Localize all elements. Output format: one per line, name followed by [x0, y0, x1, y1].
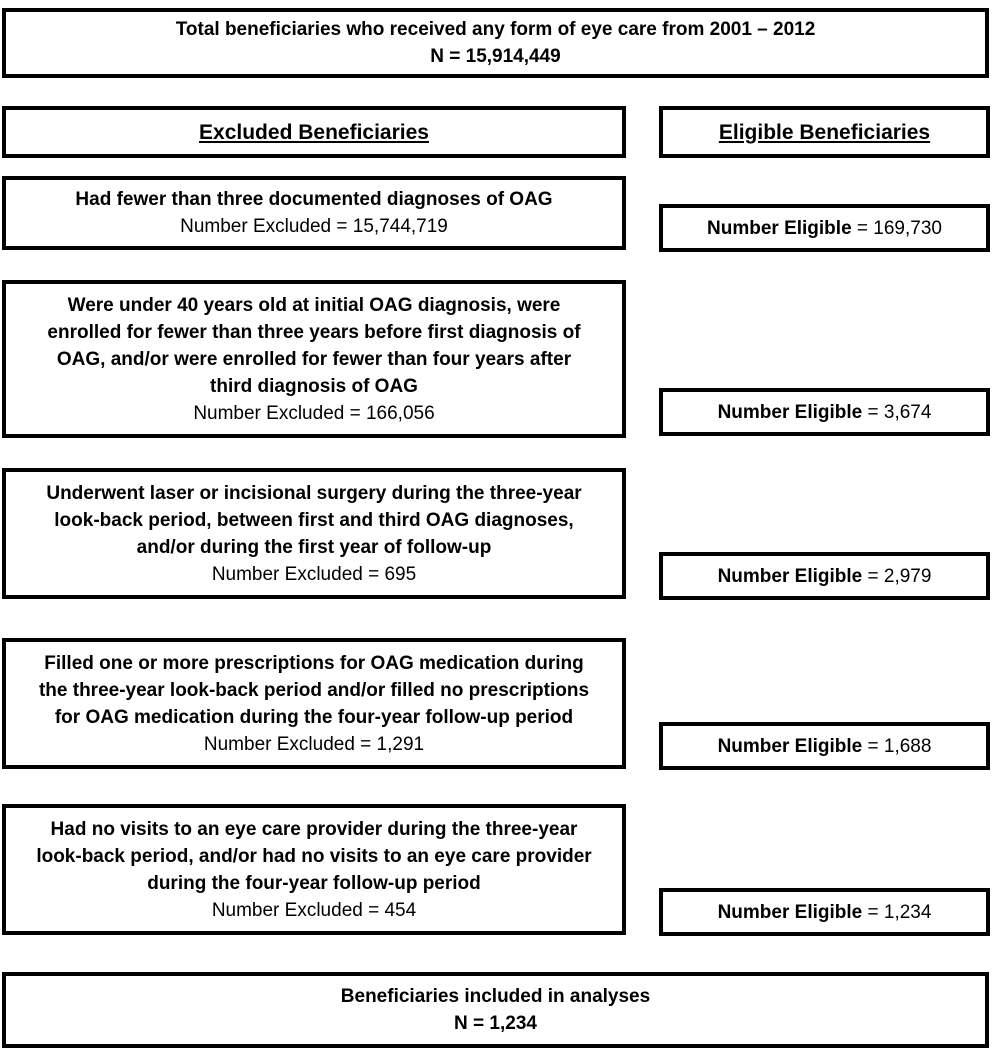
- included-beneficiaries-title: Beneficiaries included in analyses: [340, 986, 651, 1007]
- exclusion-criteria-2-line-3: OAG, and/or were enrolled for fewer than four years after: [56, 348, 572, 370]
- exclusion-count-4: Number Excluded = 1,291: [203, 733, 425, 755]
- eligible-box-3: [659, 552, 990, 600]
- exclusion-criteria-5-line-3: during the four-year follow-up period: [147, 872, 481, 894]
- exclusion-criteria-4-line-1: Filled one or more prescriptions for OAG medication during: [44, 652, 584, 674]
- exclusion-criteria-2-line-1: Were under 40 years old at initial OAG diagnosis, were: [67, 294, 561, 316]
- eligible-label-5: Number Eligible: [717, 901, 863, 923]
- eligible-count-1: = 169,730: [851, 217, 942, 239]
- exclusion-criteria-3-line-3: and/or during the first year of follow-up: [136, 536, 492, 558]
- exclusion-box-3: [2, 468, 626, 599]
- eligible-label-2: Number Eligible: [717, 401, 863, 423]
- exclusion-criteria-2-line-2: enrolled for fewer than three years before first diagnosis of: [47, 321, 581, 343]
- total-beneficiaries-count: N = 15,914,449: [430, 46, 561, 67]
- eligible-box-5: [659, 888, 990, 936]
- eligible-box-4: [659, 722, 990, 770]
- excluded-header-box: [2, 106, 626, 158]
- exclusion-count-5: Number Excluded = 454: [211, 899, 417, 921]
- exclusion-count-2: Number Excluded = 166,056: [193, 402, 435, 424]
- eligible-count-4: = 1,688: [862, 735, 932, 757]
- eligible-label-1: Number Eligible: [707, 217, 852, 239]
- exclusion-box-1: [2, 176, 626, 250]
- exclusion-criteria-2-line-4: third diagnosis of OAG: [210, 375, 418, 397]
- eligible-header-box: [659, 106, 990, 158]
- eligible-label-3: Number Eligible: [717, 565, 863, 587]
- eligible-header: Eligible Beneficiaries: [718, 120, 931, 144]
- exclusion-criteria-1-line-1: Had fewer than three documented diagnoses of OAG: [75, 189, 553, 210]
- included-beneficiaries-count: N = 1,234: [454, 1013, 537, 1034]
- eligible-count-5: = 1,234: [862, 901, 932, 923]
- exclusion-count-1: Number Excluded = 15,744,719: [180, 216, 448, 237]
- exclusion-criteria-4-line-2: the three-year look-back period and/or filled no prescriptions: [38, 679, 590, 701]
- eligible-label-4: Number Eligible: [717, 735, 863, 757]
- eligible-count-2: = 3,674: [862, 401, 932, 423]
- exclusion-count-3: Number Excluded = 695: [211, 563, 417, 585]
- eligible-box-2: [659, 388, 990, 436]
- exclusion-criteria-5-line-2: look-back period, and/or had no visits to an eye care provider: [36, 845, 592, 867]
- included-beneficiaries-box: [2, 972, 989, 1048]
- exclusion-criteria-5-line-1: Had no visits to an eye care provider during the three-year: [50, 818, 578, 840]
- exclusion-box-2: [2, 280, 626, 438]
- excluded-header: Excluded Beneficiaries: [199, 120, 429, 144]
- exclusion-criteria-4-line-3: for OAG medication during the four-year follow-up period: [54, 706, 574, 728]
- total-beneficiaries-title: Total beneficiaries who received any form of eye care from 2001 – 2012: [175, 19, 816, 40]
- exclusion-criteria-3-line-2: look-back period, between first and third OAG diagnoses,: [54, 509, 574, 531]
- exclusion-box-4: [2, 638, 626, 769]
- eligible-box-1: [659, 204, 990, 252]
- exclusion-criteria-3-line-1: Underwent laser or incisional surgery during the three-year: [46, 482, 582, 504]
- eligible-count-3: = 2,979: [862, 565, 932, 587]
- exclusion-box-5: [2, 804, 626, 935]
- total-beneficiaries-box: [2, 8, 989, 78]
